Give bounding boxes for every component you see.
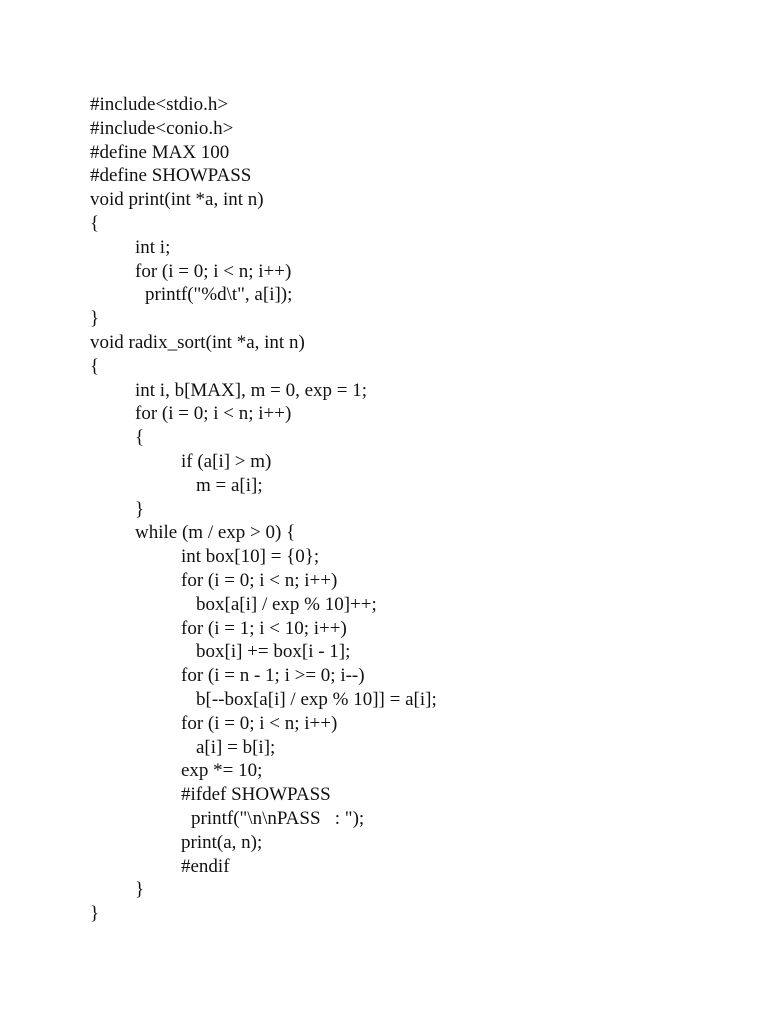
code-line: } <box>135 879 145 901</box>
code-line: int i, b[MAX], m = 0, exp = 1; <box>135 379 367 401</box>
code-line: } <box>135 498 145 520</box>
code-line: #include<stdio.h> <box>90 94 229 115</box>
code-line: for (i = 0; i < n; i++) <box>135 260 292 282</box>
code-line: box[i] += box[i - 1]; <box>196 641 351 663</box>
code-line: while (m / exp > 0) { <box>135 522 296 544</box>
code-line: { <box>90 212 100 234</box>
code-line: #endif <box>181 855 230 877</box>
code-line: print(a, n); <box>181 831 263 853</box>
code-line: #define MAX 100 <box>90 141 230 163</box>
code-line: printf("\n\nPASS : "); <box>191 807 365 829</box>
code-line: void print(int *a, int n) <box>90 189 264 211</box>
code-line: if (a[i] > m) <box>181 450 272 472</box>
code-line: for (i = 1; i < 10; i++) <box>181 617 347 639</box>
code-line: } <box>90 903 100 925</box>
code-line: exp *= 10; <box>181 760 263 782</box>
code-line: int i; <box>135 236 171 258</box>
code-line: for (i = 0; i < n; i++) <box>181 569 338 591</box>
code-line: #define SHOWPASS <box>90 165 252 187</box>
code-line: b[--box[a[i] / exp % 10]] = a[i]; <box>196 688 437 710</box>
code-line: m = a[i]; <box>196 474 263 496</box>
code-line: { <box>135 427 145 449</box>
code-line: for (i = 0; i < n; i++) <box>135 403 292 425</box>
code-line: } <box>90 308 100 330</box>
code-line: for (i = n - 1; i >= 0; i--) <box>181 665 365 687</box>
code-line: printf("%d\t", a[i]); <box>145 284 293 306</box>
code-line: #include<conio.h> <box>90 117 234 139</box>
code-line: #ifdef SHOWPASS <box>181 784 331 806</box>
code-line: a[i] = b[i]; <box>196 736 276 758</box>
code-line: { <box>90 355 100 377</box>
code-listing <box>90 93 437 926</box>
code-line: for (i = 0; i < n; i++) <box>181 712 338 734</box>
code-line: void radix_sort(int *a, int n) <box>90 331 305 353</box>
code-line: int box[10] = {0}; <box>181 546 320 568</box>
code-line: box[a[i] / exp % 10]++; <box>196 593 377 615</box>
